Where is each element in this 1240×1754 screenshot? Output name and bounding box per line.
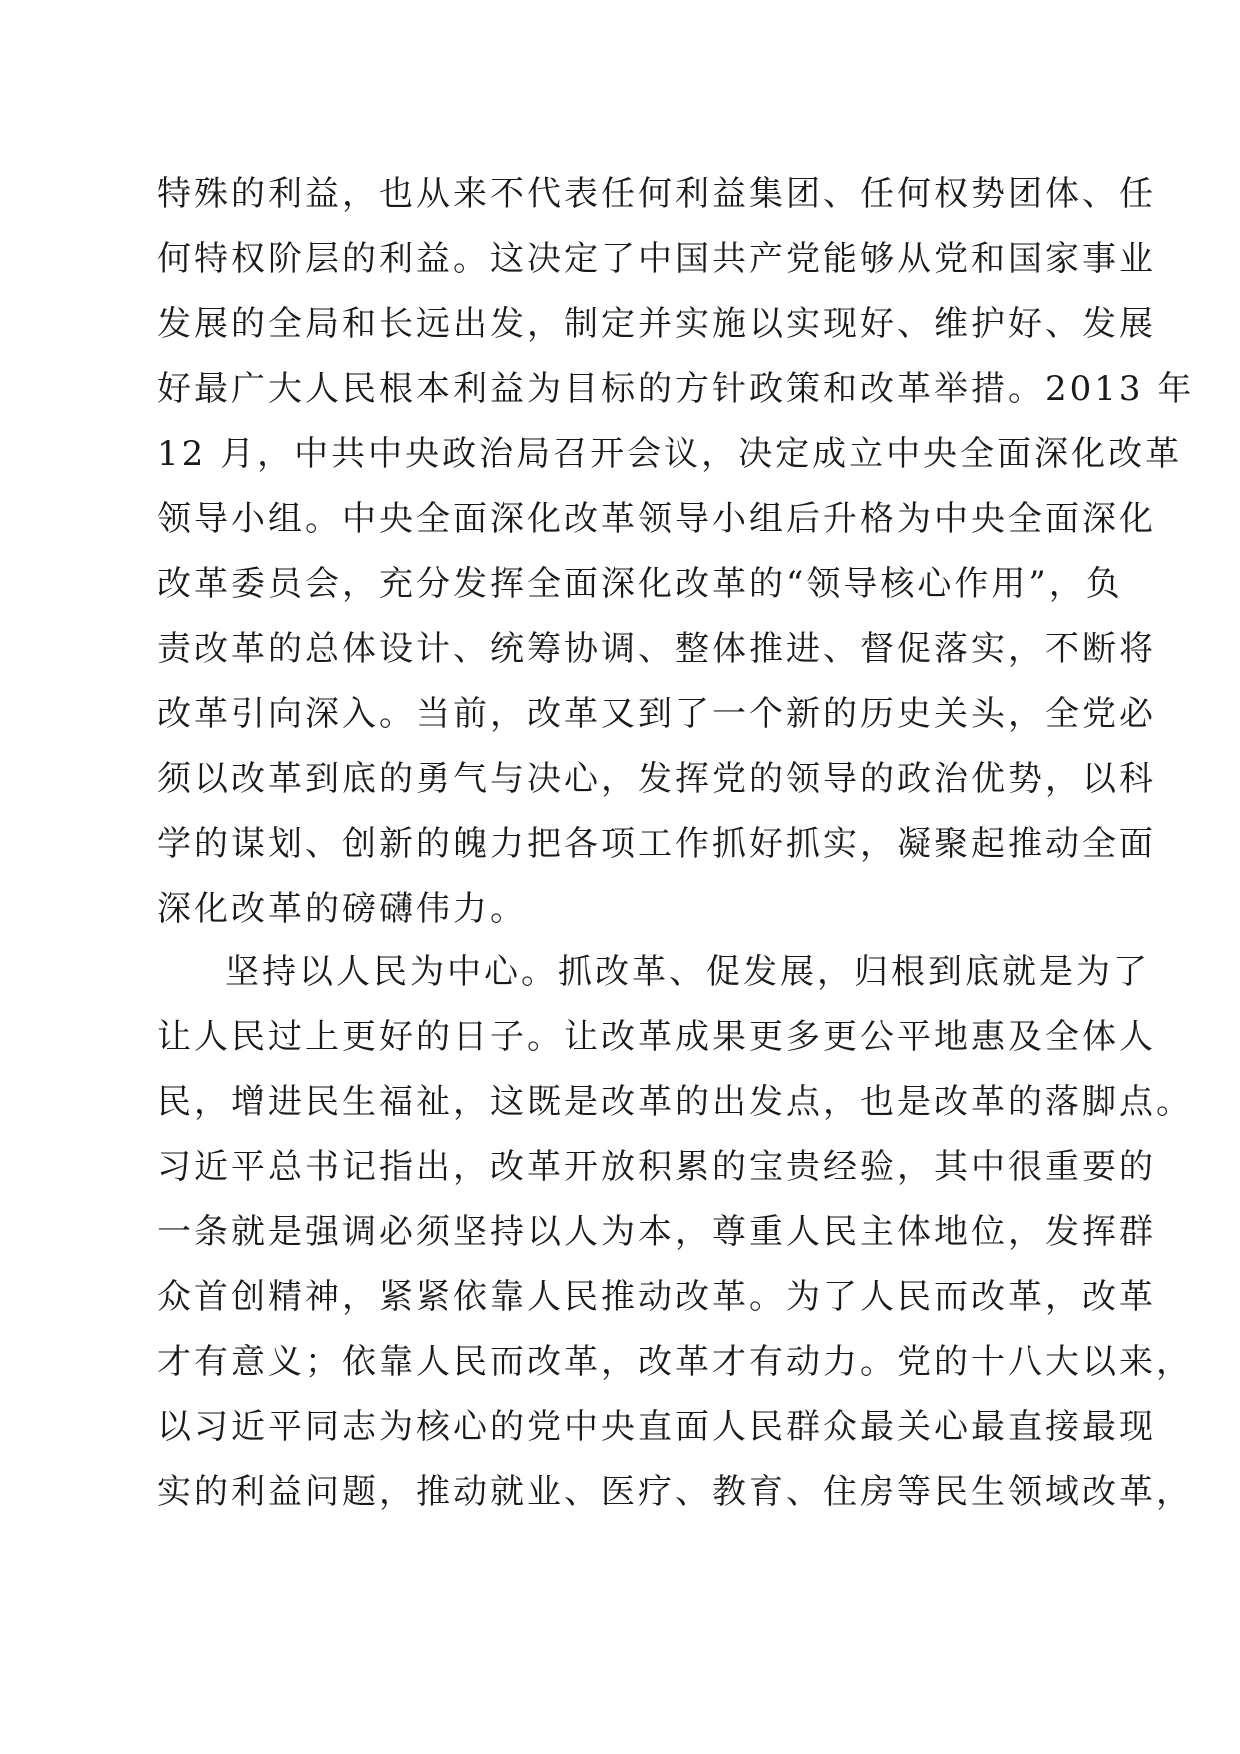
text-line: 12 月，中共中央政治局召开会议，决定成立中央全面深化改革 bbox=[157, 434, 1183, 474]
text-line: 才有意义；依靠人民而改革，改革才有动力。党的十八大以来， bbox=[157, 1342, 1193, 1382]
paragraph-2 bbox=[157, 940, 1193, 1525]
text-line: 何特权阶层的利益。这决定了中国共产党能够从党和国家事业 bbox=[157, 239, 1156, 279]
text-line: 众首创精神，紧紧依靠人民推动改革。为了人民而改革，改革 bbox=[157, 1277, 1156, 1317]
text-line: 责改革的总体设计、统筹协调、整体推进、督促落实，不断将 bbox=[157, 629, 1156, 669]
text-line: 发展的全局和长远出发，制定并实施以实现好、维护好、发展 bbox=[157, 304, 1156, 344]
text-line: 改革委员会，充分发挥全面深化改革的“领导核心作用”，负 bbox=[157, 564, 1123, 604]
text-line: 深化改革的磅礴伟力。 bbox=[157, 889, 527, 929]
text-line: 习近平总书记指出，改革开放积累的宝贵经验，其中很重要的 bbox=[157, 1147, 1156, 1187]
text-line: 让人民过上更好的日子。让改革成果更多更公平地惠及全体人 bbox=[157, 1017, 1156, 1057]
text-line: 实的利益问题，推动就业、医疗、教育、住房等民生领域改革， bbox=[157, 1472, 1193, 1512]
text-line: 一条就是强调必须坚持以人为本，尊重人民主体地位，发挥群 bbox=[157, 1212, 1156, 1252]
text-line: 特殊的利益，也从来不代表任何利益集团、任何权势团体、任 bbox=[157, 174, 1156, 214]
text-line: 以习近平同志为核心的党中央直面人民群众最关心最直接最现 bbox=[157, 1407, 1156, 1447]
text-line: 领导小组。中央全面深化改革领导小组后升格为中央全面深化 bbox=[157, 499, 1156, 539]
paragraph-1 bbox=[157, 162, 1195, 942]
text-line: 学的谋划、创新的魄力把各项工作抓好抓实，凝聚起推动全面 bbox=[157, 824, 1156, 864]
text-line: 改革引向深入。当前，改革又到了一个新的历史关头，全党必 bbox=[157, 694, 1156, 734]
text-line: 坚持以人民为中心。抓改革、促发展，归根到底就是为了 bbox=[225, 952, 1150, 992]
text-line: 民，增进民生福祉，这既是改革的出发点，也是改革的落脚点。 bbox=[157, 1082, 1193, 1122]
text-line: 须以改革到底的勇气与决心，发挥党的领导的政治优势，以科 bbox=[157, 759, 1156, 799]
text-line: 好最广大人民根本利益为目标的方针政策和改革举措。2013 年 bbox=[157, 369, 1195, 409]
